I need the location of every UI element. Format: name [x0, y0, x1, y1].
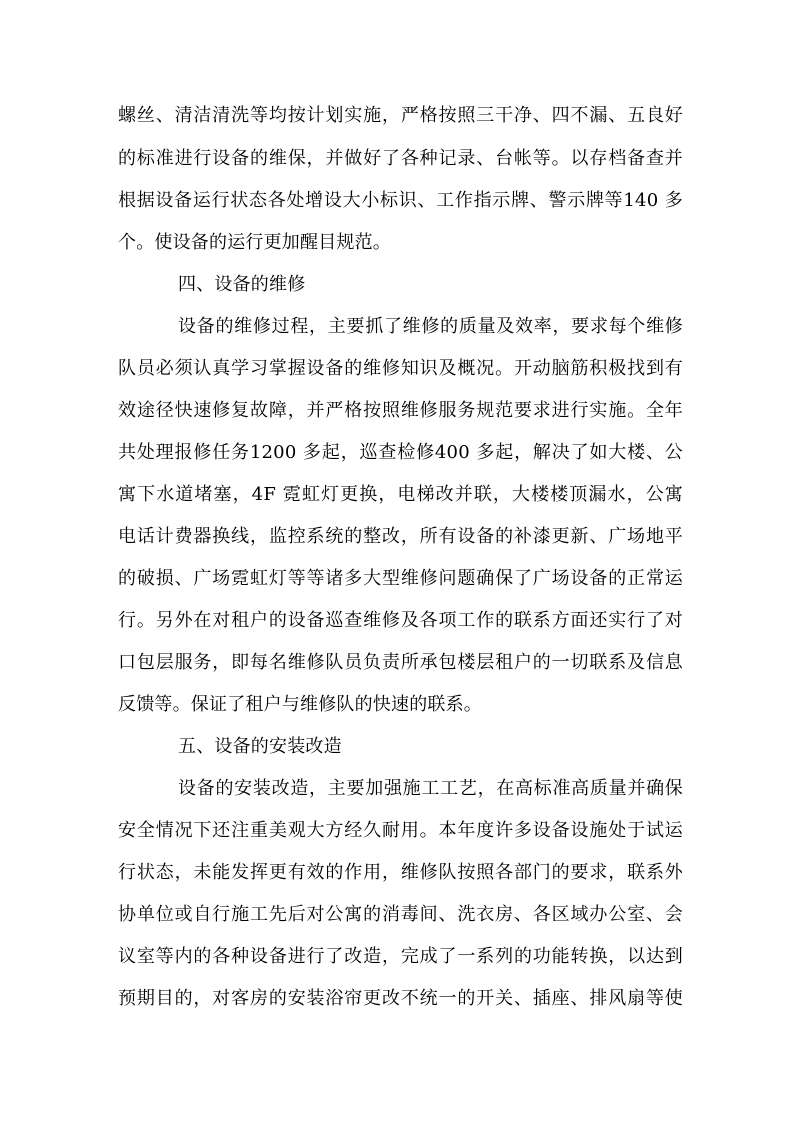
paragraph-line: 预期目的，对客房的安装浴帘更改不统一的开关、插座、排风扇等使 [118, 988, 683, 1009]
paragraph-line: 设备的维修过程，主要抓了维修的质量及效率，要求每个维修 [178, 316, 683, 337]
paragraph-line: 的标准进行设备的维保，并做好了各种记录、台帐等。以存档备查并 [118, 148, 683, 169]
paragraph-line: 寓下水道堵塞，4F 霓虹灯更换，电梯改并联，大楼楼顶漏水，公寓 [118, 484, 683, 505]
paragraph-line: 安全情况下还注重美观大方经久耐用。本年度许多设备设施处于试运 [118, 820, 683, 841]
paragraph-line: 的破损、广场霓虹灯等等诸多大型维修问题确保了广场设备的正常运 [118, 568, 683, 589]
paragraph-line: 螺丝、清洁清洗等均按计划实施，严格按照三干净、四不漏、五良好 [118, 105, 683, 126]
paragraph-line: 协单位或自行施工先后对公寓的消毒间、洗衣房、各区域办公室、会 [118, 904, 683, 925]
section-heading-installation: 五、设备的安装改造 [178, 736, 342, 757]
paragraph-line: 议室等内的各种设备进行了改造，完成了一系列的功能转换，以达到 [118, 946, 683, 967]
paragraph-line: 口包层服务，即每名维修队员负责所承包楼层租户的一切联系及信息 [118, 652, 683, 673]
paragraph-line: 电话计费器换线，监控系统的整改，所有设备的补漆更新、广场地平 [118, 526, 683, 547]
paragraph-line: 根据设备运行状态各处增设大小标识、工作指示牌、警示牌等140 多 [118, 190, 683, 211]
paragraph-line: 队员必须认真学习掌握设备的维修知识及概况。开动脑筋积极找到有 [118, 358, 683, 379]
paragraph-line: 效途径快速修复故障，并严格按照维修服务规范要求进行实施。全年 [118, 400, 683, 421]
paragraph-line: 行。另外在对租户的设备巡查维修及各项工作的联系方面还实行了对 [118, 610, 683, 631]
paragraph-line: 反馈等。保证了租户与维修队的快速的联系。 [118, 694, 482, 715]
paragraph-line: 共处理报修任务1200 多起，巡查检修400 多起，解决了如大楼、公 [118, 442, 683, 463]
paragraph-line: 行状态，未能发挥更有效的作用，维修队按照各部门的要求，联系外 [118, 862, 683, 883]
paragraph-line: 个。使设备的运行更加醒目规范。 [118, 232, 391, 253]
section-heading-maintenance: 四、设备的维修 [178, 274, 306, 295]
paragraph-line: 设备的安装改造，主要加强施工工艺，在高标准高质量并确保 [178, 778, 683, 799]
